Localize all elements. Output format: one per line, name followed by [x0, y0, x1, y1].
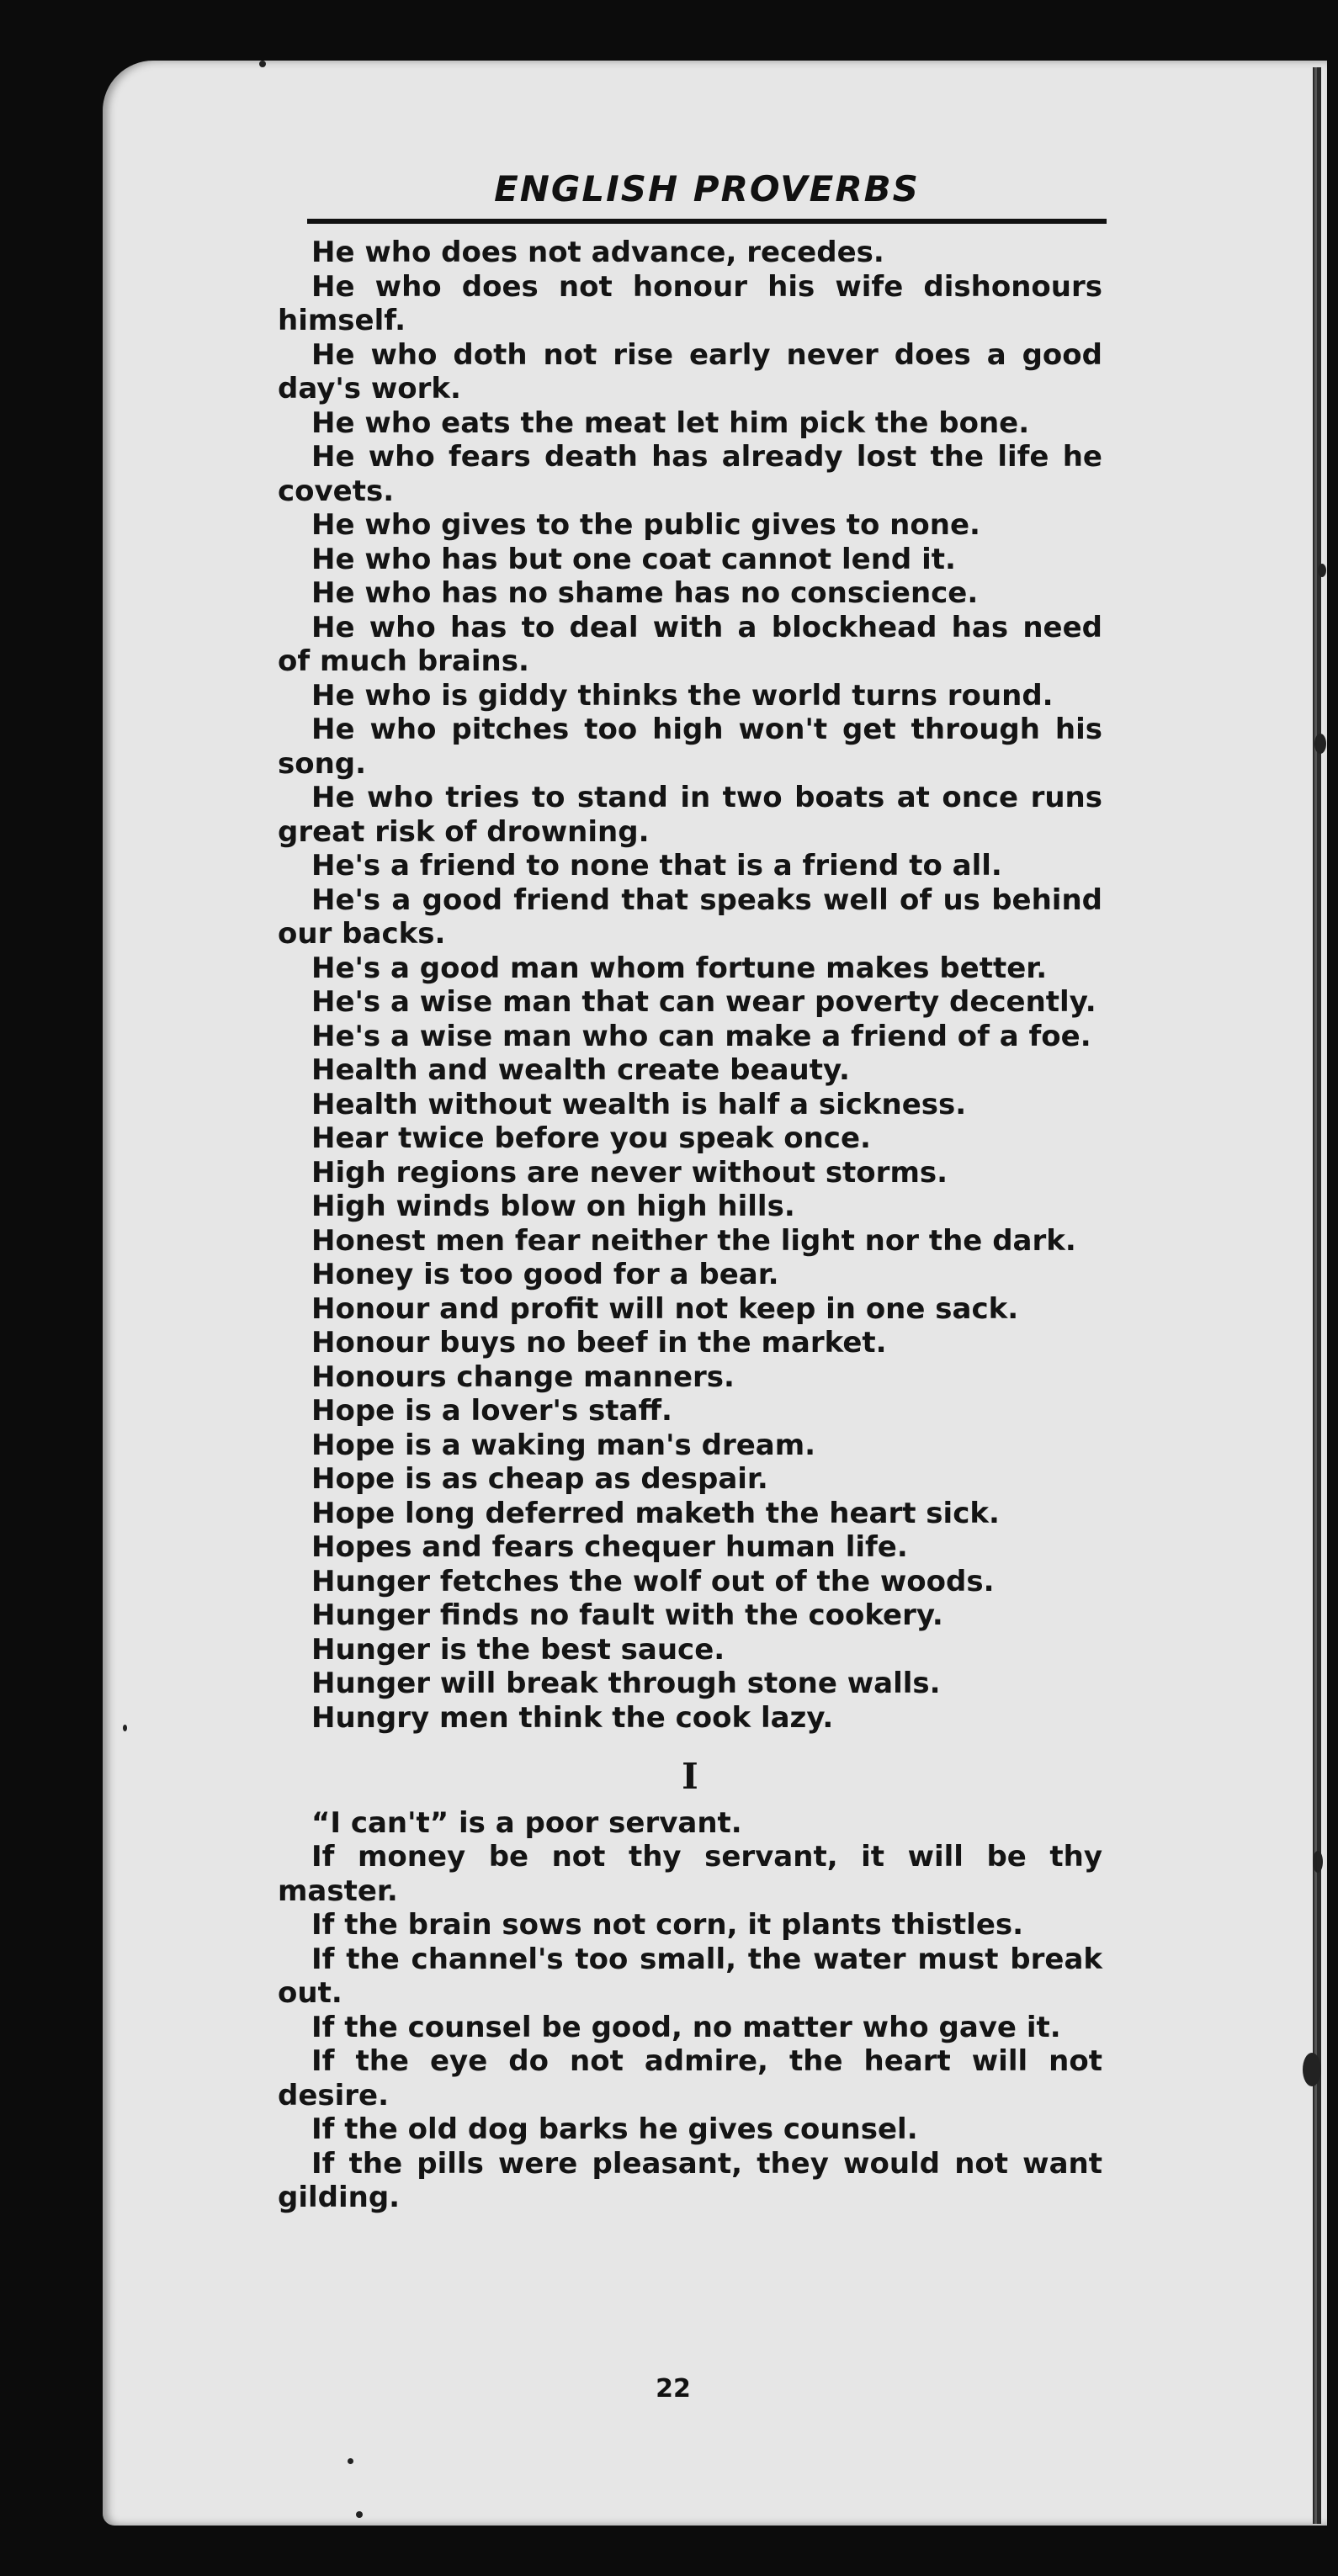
proverb-entry: He who is giddy thinks the world turns round.: [311, 678, 1054, 713]
proverb-entry: If the eye do not admire, the heart will not desire.: [278, 2044, 1102, 2112]
proverb-entry: Honour and profit will not keep in one sack.: [311, 1291, 1019, 1326]
proverb-entry: He's a friend to none that is a friend to all.: [311, 849, 1002, 883]
print-speck: [1303, 2053, 1321, 2086]
proverb-entry: High winds blow on high hills.: [311, 1190, 795, 1223]
proverb-entry: He who has to deal with a blockhead has need of much brains.: [278, 610, 1102, 678]
proverb-entry: He's a good man whom fortune makes better.: [311, 951, 1048, 985]
proverb-entry: Hunger finds no fault with the cookery.: [311, 1598, 943, 1632]
proverb-entry: If the brain sows not corn, it plants thistles.: [311, 1908, 1024, 1942]
proverb-entry: Honour buys no beef in the market.: [311, 1326, 887, 1360]
print-speck: [348, 2458, 353, 2464]
running-header: ENGLISH PROVERBS: [494, 168, 920, 209]
header-rule: [307, 219, 1107, 224]
proverb-entry: Honest men fear neither the light nor the dark.: [311, 1223, 1076, 1258]
proverb-entry: He who doth not rise early never does a good day's work.: [278, 337, 1102, 405]
proverb-entry: Honours change manners.: [311, 1360, 735, 1394]
print-speck: [1314, 734, 1326, 754]
page-number: 22: [656, 2374, 691, 2404]
proverb-entry: He who has no shame has no conscience.: [311, 576, 979, 610]
proverb-entry: He who eats the meat let him pick the bone.: [311, 405, 1030, 440]
print-speck: [1313, 1851, 1323, 1873]
print-speck: [1318, 564, 1326, 577]
proverb-entry: Hope long deferred maketh the heart sick.: [311, 1496, 1000, 1530]
print-speck: [356, 2511, 363, 2518]
proverb-entry: High regions are never without storms.: [311, 1155, 948, 1190]
proverb-entry: Health without wealth is half a sickness.: [311, 1087, 967, 1121]
print-speck: [123, 1725, 127, 1731]
proverb-entry: He who gives to the public gives to none.: [311, 508, 980, 542]
proverb-entry: Health and wealth create beauty.: [311, 1053, 850, 1087]
proverb-entry: He's a wise man who can make a friend of a foe.: [311, 1019, 1091, 1053]
proverb-entry: He's a wise man that can wear poverty decently.: [311, 985, 1096, 1019]
proverb-entry: Hopes and fears chequer human life.: [311, 1530, 908, 1564]
proverb-entry: Honey is too good for a bear.: [311, 1258, 779, 1291]
proverb-entry: If the pills were pleasant, they would not want gilding.: [278, 2146, 1102, 2214]
proverb-entry: He who does not advance, recedes.: [311, 236, 884, 269]
proverb-entry: “I can't” is a poor servant.: [311, 1805, 742, 1840]
proverb-entry: Hunger will break through stone walls.: [311, 1667, 941, 1700]
proverb-list: [278, 236, 1102, 2215]
proverb-entry: He who fears death has already lost the life he covets.: [278, 440, 1102, 508]
proverb-entry: He who tries to stand in two boats at once runs great risk of drowning.: [278, 781, 1102, 849]
proverb-entry: He's a good friend that speaks well of us behind our backs.: [278, 883, 1102, 951]
proverb-entry: Hear twice before you speak once.: [311, 1121, 871, 1155]
proverb-entry: Hunger is the best sauce.: [311, 1632, 725, 1667]
proverb-entry: If the old dog barks he gives counsel.: [311, 2112, 918, 2146]
proverb-entry: He who does not honour his wife dishonours himself.: [278, 269, 1102, 337]
proverb-entry: He who has but one coat cannot lend it.: [311, 542, 956, 576]
proverb-entry: He who pitches too high won't get through his song.: [278, 713, 1102, 781]
proverb-entry: Hungry men think the cook lazy.: [311, 1700, 834, 1735]
section-heading-letter: I: [682, 1756, 698, 1797]
proverb-entry: Hope is a lover's staff.: [311, 1394, 672, 1428]
proverb-entry: Hunger fetches the wolf out of the woods.: [311, 1564, 995, 1598]
print-speck: [259, 61, 266, 67]
proverb-entry: Hope is as cheap as despair.: [311, 1462, 768, 1496]
proverb-entry: Hope is a waking man's dream.: [311, 1428, 816, 1462]
proverb-entry: If the channel's too small, the water must break out.: [278, 1942, 1102, 2010]
proverb-entry: If money be not thy servant, it will be thy master.: [278, 1840, 1102, 1908]
binding-line: [1314, 67, 1317, 2524]
proverb-entry: If the counsel be good, no matter who gave it.: [311, 2010, 1061, 2044]
